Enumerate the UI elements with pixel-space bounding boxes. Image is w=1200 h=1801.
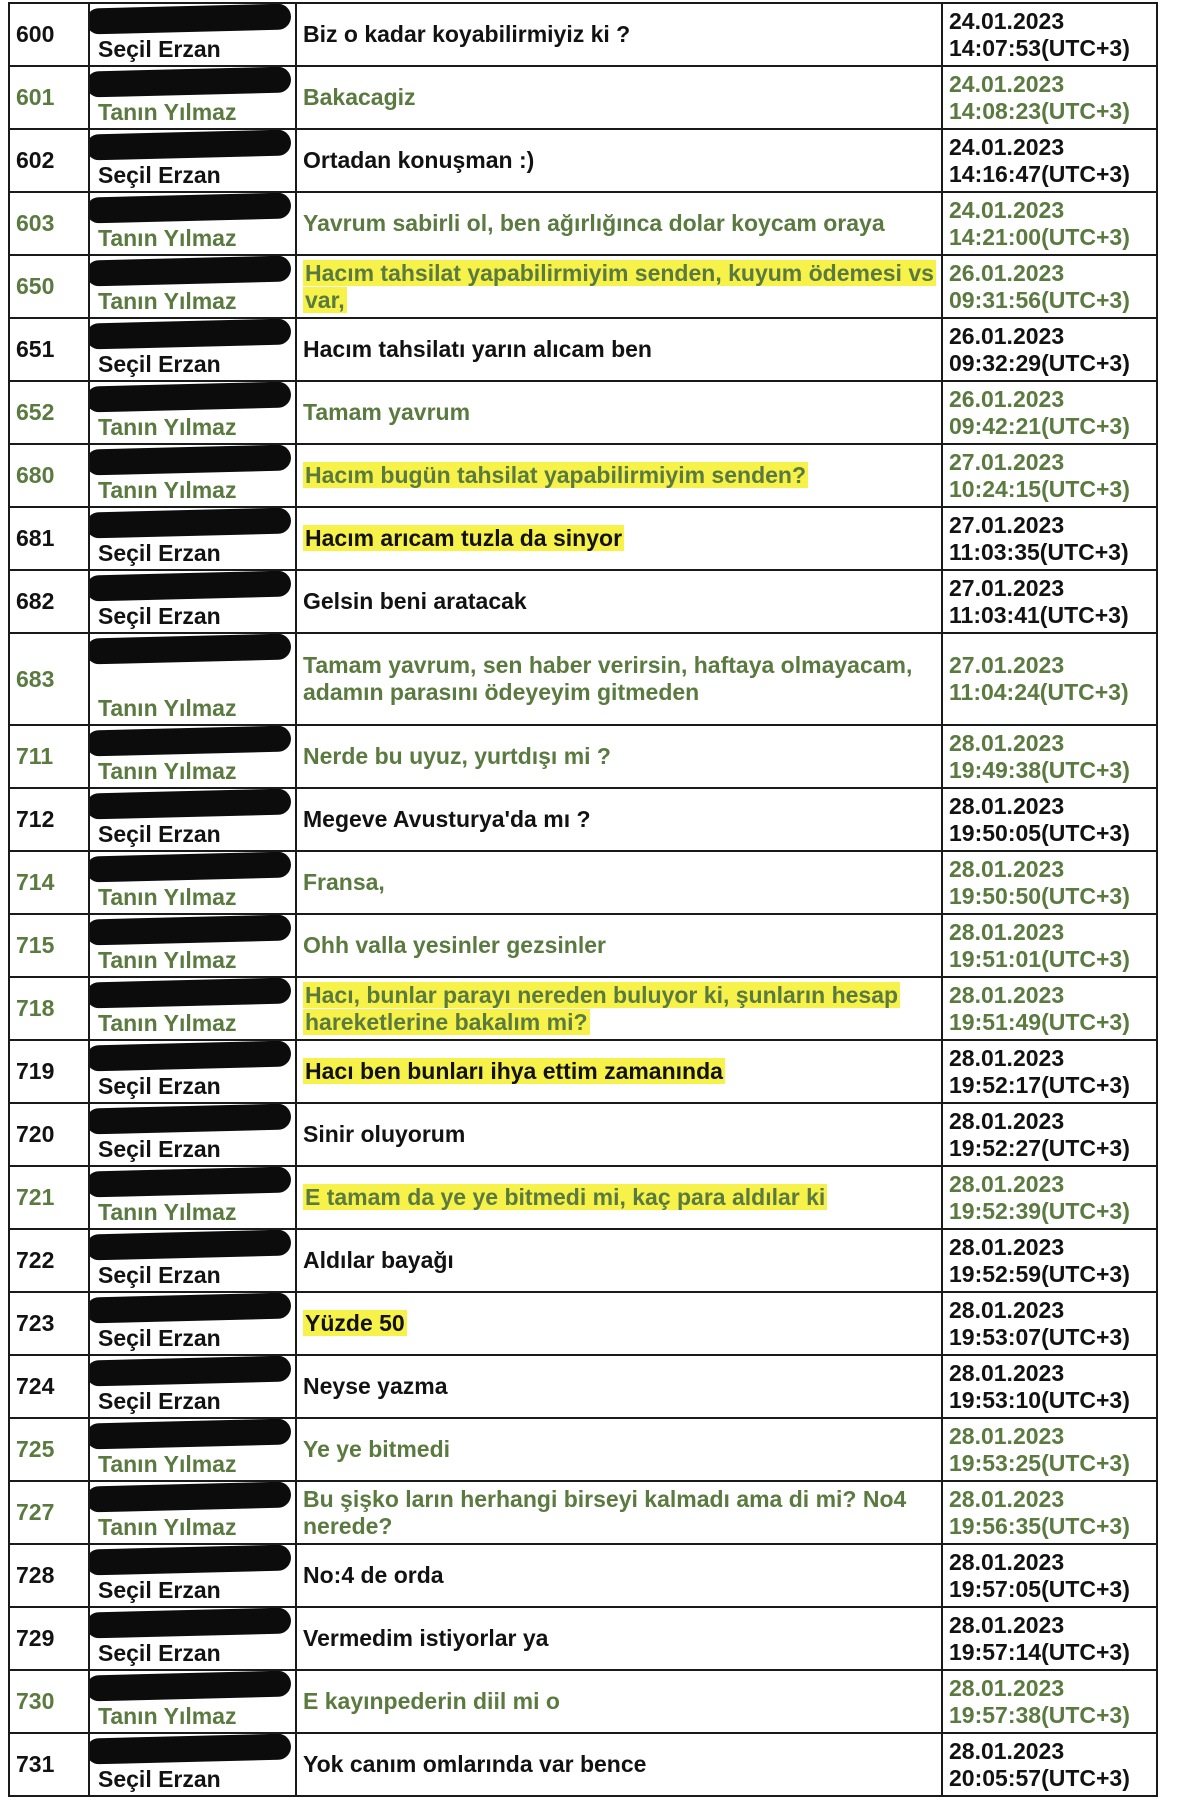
- timestamp-cell: [942, 1544, 1157, 1607]
- redaction-mark: [89, 255, 291, 286]
- timestamp-cell: [942, 1040, 1157, 1103]
- message-date: 28.01.2023: [949, 1611, 1065, 1638]
- message-text: Vermedim istiyorlar ya: [303, 1625, 549, 1651]
- sender-name: Seçil Erzan: [98, 1640, 221, 1666]
- message-cell: [296, 977, 942, 1040]
- table-row: [9, 977, 1157, 1040]
- timestamp-cell: [942, 192, 1157, 255]
- sender-cell: [89, 66, 296, 129]
- sender-name: Tanın Yılmaz: [98, 758, 237, 784]
- message-text: Hacım bugün tahsilat yapabilirmiyim senden?: [305, 462, 807, 488]
- message-id: 603: [9, 192, 89, 255]
- message-time: 19:52:39(UTC+3): [949, 1197, 1130, 1224]
- message-time: 09:31:56(UTC+3): [949, 286, 1130, 313]
- message-cell: [296, 914, 942, 977]
- message-id: 680: [9, 444, 89, 507]
- message-text: Hacı, bunlar parayı nereden buluyor ki, şunların hesap hareketlerine bakalım mi?: [305, 981, 899, 1035]
- message-date: 28.01.2023: [949, 981, 1065, 1008]
- message-text: Bu şişko ların herhangi birseyi kalmadı ama di mi? No4 nerede?: [303, 1485, 907, 1539]
- message-id: 725: [9, 1418, 89, 1481]
- message-text: Neyse yazma: [303, 1373, 448, 1399]
- message-date: 24.01.2023: [949, 133, 1065, 160]
- sender-name: Seçil Erzan: [98, 821, 221, 847]
- message-time: 19:52:17(UTC+3): [949, 1071, 1130, 1098]
- message-id: 730: [9, 1670, 89, 1733]
- table-row: [9, 3, 1157, 66]
- message-date: 28.01.2023: [949, 855, 1065, 882]
- timestamp-cell: [942, 1103, 1157, 1166]
- message-cell: [296, 788, 942, 851]
- sender-name: Tanın Yılmaz: [98, 1199, 237, 1225]
- message-cell: [296, 129, 942, 192]
- message-text: Ye ye bitmedi: [303, 1436, 451, 1462]
- message-time: 19:53:10(UTC+3): [949, 1386, 1130, 1413]
- message-text: E kayınpederin diil mi o: [303, 1688, 560, 1714]
- table-row: [9, 255, 1157, 318]
- message-text: Tamam yavrum: [303, 399, 471, 425]
- message-time: 19:51:01(UTC+3): [949, 945, 1130, 972]
- sender-cell: [89, 1418, 296, 1481]
- message-id: 601: [9, 66, 89, 129]
- redaction-mark: [89, 1040, 291, 1071]
- table-row: [9, 1607, 1157, 1670]
- message-text: Sinir oluyorum: [303, 1121, 466, 1147]
- message-text: Yok canım omlarında var bence: [303, 1751, 647, 1777]
- sender-name: Seçil Erzan: [98, 1766, 221, 1792]
- sender-name: Tanın Yılmaz: [98, 1703, 237, 1729]
- message-date: 28.01.2023: [949, 1044, 1065, 1071]
- message-cell: [296, 318, 942, 381]
- redaction-mark: [89, 1733, 291, 1764]
- message-cell: [296, 1103, 942, 1166]
- message-date: 24.01.2023: [949, 70, 1065, 97]
- message-cell: [296, 570, 942, 633]
- table-row: [9, 570, 1157, 633]
- sender-cell: [89, 1229, 296, 1292]
- message-time: 19:57:05(UTC+3): [949, 1575, 1130, 1602]
- table-row: [9, 914, 1157, 977]
- message-time: 19:51:49(UTC+3): [949, 1008, 1130, 1035]
- redaction-mark: [89, 851, 291, 882]
- redaction-mark: [89, 444, 291, 475]
- sender-name: Tanın Yılmaz: [98, 225, 237, 251]
- message-date: 28.01.2023: [949, 1674, 1065, 1701]
- message-time: 19:52:27(UTC+3): [949, 1134, 1130, 1161]
- sender-name: Seçil Erzan: [98, 1073, 221, 1099]
- sender-name: Seçil Erzan: [98, 1262, 221, 1288]
- timestamp-cell: [942, 977, 1157, 1040]
- sender-name: Tanın Yılmaz: [98, 1514, 237, 1540]
- timestamp-cell: [942, 1670, 1157, 1733]
- message-date: 28.01.2023: [949, 1233, 1065, 1260]
- redaction-mark: [89, 3, 291, 34]
- message-time: 11:03:41(UTC+3): [949, 601, 1129, 628]
- table-row: [9, 129, 1157, 192]
- message-date: 28.01.2023: [949, 1422, 1065, 1449]
- sender-cell: [89, 1040, 296, 1103]
- sender-name: Tanın Yılmaz: [98, 99, 237, 125]
- sender-cell: [89, 633, 296, 725]
- timestamp-cell: [942, 1481, 1157, 1544]
- timestamp-cell: [942, 1418, 1157, 1481]
- sender-name: Seçil Erzan: [98, 162, 221, 188]
- sender-name: Seçil Erzan: [98, 351, 221, 377]
- message-id: 714: [9, 851, 89, 914]
- table-row: [9, 1166, 1157, 1229]
- sender-cell: [89, 1166, 296, 1229]
- message-date: 28.01.2023: [949, 1170, 1065, 1197]
- redaction-mark: [89, 507, 291, 538]
- sender-cell: [89, 381, 296, 444]
- table-row: [9, 192, 1157, 255]
- message-date: 28.01.2023: [949, 1107, 1065, 1134]
- sender-cell: [89, 3, 296, 66]
- sender-name: Tanın Yılmaz: [98, 1451, 237, 1477]
- message-cell: [296, 1670, 942, 1733]
- message-time: 14:16:47(UTC+3): [949, 160, 1130, 187]
- timestamp-cell: [942, 851, 1157, 914]
- sender-name: Tanın Yılmaz: [98, 288, 237, 314]
- message-date: 24.01.2023: [949, 196, 1065, 223]
- message-text: Gelsin beni aratacak: [303, 588, 527, 614]
- redaction-mark: [89, 1103, 291, 1134]
- table-row: [9, 788, 1157, 851]
- message-text: Bakacagiz: [303, 84, 416, 110]
- sender-cell: [89, 444, 296, 507]
- table-row: [9, 507, 1157, 570]
- table-row: [9, 318, 1157, 381]
- timestamp-cell: [942, 3, 1157, 66]
- message-text: Hacım tahsilat yapabilirmiyim senden, kuyum ödemesi vs var,: [305, 259, 934, 313]
- timestamp-cell: [942, 788, 1157, 851]
- table-row: [9, 444, 1157, 507]
- sender-name: Tanın Yılmaz: [98, 477, 237, 503]
- message-time: 19:49:38(UTC+3): [949, 756, 1130, 783]
- message-date: 27.01.2023: [949, 574, 1065, 601]
- message-date: 27.01.2023: [949, 511, 1065, 538]
- sender-name: Tanın Yılmaz: [98, 414, 237, 440]
- redaction-mark: [89, 1607, 291, 1638]
- message-cell: [296, 1040, 942, 1103]
- message-id: 602: [9, 129, 89, 192]
- sender-cell: [89, 1733, 296, 1796]
- message-id: 721: [9, 1166, 89, 1229]
- sender-cell: [89, 1292, 296, 1355]
- table-row: [9, 1355, 1157, 1418]
- sender-name: Seçil Erzan: [98, 1577, 221, 1603]
- redaction-mark: [89, 1481, 291, 1512]
- message-time: 14:08:23(UTC+3): [949, 97, 1130, 124]
- message-cell: [296, 1229, 942, 1292]
- sender-cell: [89, 914, 296, 977]
- message-log-table: [8, 2, 1158, 1797]
- message-text: E tamam da ye ye bitmedi mi, kaç para aldılar ki: [305, 1184, 826, 1210]
- message-id: 723: [9, 1292, 89, 1355]
- redaction-mark: [89, 1166, 291, 1197]
- sender-cell: [89, 570, 296, 633]
- redaction-mark: [89, 1544, 291, 1575]
- message-date: 28.01.2023: [949, 729, 1065, 756]
- message-cell: [296, 851, 942, 914]
- sender-name: Seçil Erzan: [98, 1388, 221, 1414]
- message-text: Ortadan konuşman :): [303, 147, 535, 173]
- redaction-mark: [89, 1292, 291, 1323]
- message-id: 729: [9, 1607, 89, 1670]
- sender-cell: [89, 192, 296, 255]
- timestamp-cell: [942, 570, 1157, 633]
- message-time: 14:21:00(UTC+3): [949, 223, 1130, 250]
- message-time: 19:57:14(UTC+3): [949, 1638, 1130, 1665]
- message-time: 11:03:35(UTC+3): [949, 538, 1129, 565]
- table-row: [9, 725, 1157, 788]
- message-date: 28.01.2023: [949, 1359, 1065, 1386]
- timestamp-cell: [942, 1229, 1157, 1292]
- message-date: 28.01.2023: [949, 1296, 1065, 1323]
- message-date: 28.01.2023: [949, 1548, 1065, 1575]
- message-text: No:4 de orda: [303, 1562, 444, 1588]
- message-cell: [296, 725, 942, 788]
- message-time: 19:56:35(UTC+3): [949, 1512, 1130, 1539]
- message-id: 683: [9, 633, 89, 725]
- message-id: 724: [9, 1355, 89, 1418]
- table-row: [9, 66, 1157, 129]
- message-cell: [296, 1544, 942, 1607]
- redaction-mark: [89, 725, 291, 756]
- message-id: 650: [9, 255, 89, 318]
- message-text: Aldılar bayağı: [303, 1247, 454, 1273]
- message-text: Hacım arıcam tuzla da sinyor: [305, 525, 623, 551]
- redaction-mark: [89, 570, 291, 601]
- message-text: Yavrum sabirli ol, ben ağırlığınca dolar koycam oraya: [303, 210, 885, 236]
- message-cell: [296, 66, 942, 129]
- message-time: 19:52:59(UTC+3): [949, 1260, 1130, 1287]
- message-id: 711: [9, 725, 89, 788]
- message-cell: [296, 1607, 942, 1670]
- table-row: [9, 1544, 1157, 1607]
- message-date: 28.01.2023: [949, 1485, 1065, 1512]
- timestamp-cell: [942, 1607, 1157, 1670]
- sender-name: Seçil Erzan: [98, 36, 221, 62]
- table-row: [9, 1733, 1157, 1796]
- message-cell: [296, 633, 942, 725]
- message-time: 20:05:57(UTC+3): [949, 1764, 1130, 1791]
- timestamp-cell: [942, 725, 1157, 788]
- table-row: [9, 381, 1157, 444]
- message-id: 712: [9, 788, 89, 851]
- message-time: 09:42:21(UTC+3): [949, 412, 1130, 439]
- message-cell: [296, 444, 942, 507]
- timestamp-cell: [942, 1733, 1157, 1796]
- sender-cell: [89, 129, 296, 192]
- sender-cell: [89, 725, 296, 788]
- sender-cell: [89, 255, 296, 318]
- message-time: 19:53:25(UTC+3): [949, 1449, 1130, 1476]
- message-text: Ohh valla yesinler gezsinler: [303, 932, 606, 958]
- message-date: 28.01.2023: [949, 1737, 1065, 1764]
- sender-name: Tanın Yılmaz: [98, 947, 237, 973]
- message-cell: [296, 255, 942, 318]
- table-row: [9, 1040, 1157, 1103]
- timestamp-cell: [942, 1292, 1157, 1355]
- message-id: 722: [9, 1229, 89, 1292]
- message-text: Nerde bu uyuz, yurtdışı mi ?: [303, 743, 611, 769]
- message-id: 731: [9, 1733, 89, 1796]
- redaction-mark: [89, 633, 291, 664]
- message-text: Hacı ben bunları ihya ettim zamanında: [305, 1058, 723, 1084]
- message-date: 28.01.2023: [949, 792, 1065, 819]
- sender-cell: [89, 1544, 296, 1607]
- sender-cell: [89, 977, 296, 1040]
- redaction-mark: [89, 1355, 291, 1386]
- message-cell: [296, 1733, 942, 1796]
- sender-cell: [89, 507, 296, 570]
- timestamp-cell: [942, 381, 1157, 444]
- redaction-mark: [89, 1670, 291, 1701]
- timestamp-cell: [942, 1355, 1157, 1418]
- redaction-mark: [89, 381, 291, 412]
- timestamp-cell: [942, 633, 1157, 725]
- sender-cell: [89, 1607, 296, 1670]
- timestamp-cell: [942, 129, 1157, 192]
- message-time: 19:57:38(UTC+3): [949, 1701, 1130, 1728]
- table-row: [9, 851, 1157, 914]
- message-cell: [296, 1481, 942, 1544]
- message-cell: [296, 1166, 942, 1229]
- message-text: Hacım tahsilatı yarın alıcam ben: [303, 336, 652, 362]
- table-row: [9, 1229, 1157, 1292]
- table-row: [9, 1670, 1157, 1733]
- message-time: 10:24:15(UTC+3): [949, 475, 1130, 502]
- message-cell: [296, 1418, 942, 1481]
- message-id: 652: [9, 381, 89, 444]
- message-id: 681: [9, 507, 89, 570]
- sender-cell: [89, 1481, 296, 1544]
- message-text: Biz o kadar koyabilirmiyiz ki ?: [303, 21, 631, 47]
- sender-name: Seçil Erzan: [98, 1136, 221, 1162]
- sender-name: Tanın Yılmaz: [98, 1010, 237, 1036]
- timestamp-cell: [942, 318, 1157, 381]
- message-time: 19:53:07(UTC+3): [949, 1323, 1130, 1350]
- message-id: 720: [9, 1103, 89, 1166]
- sender-cell: [89, 1355, 296, 1418]
- table-row: [9, 1103, 1157, 1166]
- message-time: 09:32:29(UTC+3): [949, 349, 1130, 376]
- redaction-mark: [89, 66, 291, 97]
- timestamp-cell: [942, 507, 1157, 570]
- timestamp-cell: [942, 914, 1157, 977]
- message-id: 600: [9, 3, 89, 66]
- timestamp-cell: [942, 1166, 1157, 1229]
- sender-cell: [89, 851, 296, 914]
- message-cell: [296, 3, 942, 66]
- message-id: 682: [9, 570, 89, 633]
- redaction-mark: [89, 1229, 291, 1260]
- redaction-mark: [89, 192, 291, 223]
- message-time: 11:04:24(UTC+3): [949, 679, 1129, 705]
- sender-name: Seçil Erzan: [98, 1325, 221, 1351]
- redaction-mark: [89, 914, 291, 945]
- message-time: 19:50:05(UTC+3): [949, 819, 1130, 846]
- message-cell: [296, 381, 942, 444]
- timestamp-cell: [942, 255, 1157, 318]
- message-text: Megeve Avusturya'da mı ?: [303, 806, 591, 832]
- message-id: 728: [9, 1544, 89, 1607]
- message-id: 719: [9, 1040, 89, 1103]
- message-date: 26.01.2023: [949, 385, 1065, 412]
- message-id: 651: [9, 318, 89, 381]
- sender-cell: [89, 788, 296, 851]
- redaction-mark: [89, 318, 291, 349]
- message-date: 27.01.2023: [949, 652, 1065, 678]
- redaction-mark: [89, 977, 291, 1008]
- table-row: [9, 1292, 1157, 1355]
- message-id: 718: [9, 977, 89, 1040]
- message-cell: [296, 1355, 942, 1418]
- sender-name: Seçil Erzan: [98, 540, 221, 566]
- sender-name: Tanın Yılmaz: [98, 884, 237, 910]
- message-text: Fransa,: [303, 869, 385, 895]
- message-cell: [296, 507, 942, 570]
- sender-name: Tanın Yılmaz: [98, 695, 237, 721]
- message-time: 14:07:53(UTC+3): [949, 34, 1130, 61]
- message-id: 715: [9, 914, 89, 977]
- table-row: [9, 1481, 1157, 1544]
- message-cell: [296, 1292, 942, 1355]
- sender-cell: [89, 1670, 296, 1733]
- timestamp-cell: [942, 66, 1157, 129]
- table-row: [9, 633, 1157, 725]
- redaction-mark: [89, 129, 291, 160]
- message-date: 27.01.2023: [949, 448, 1065, 475]
- message-date: 26.01.2023: [949, 322, 1065, 349]
- message-time: 19:50:50(UTC+3): [949, 882, 1130, 909]
- message-date: 24.01.2023: [949, 7, 1065, 34]
- sender-cell: [89, 318, 296, 381]
- message-text: Tamam yavrum, sen haber verirsin, haftaya olmayacam, adamın parasını ödeyeyim gitmeden: [303, 652, 913, 705]
- message-log-body: [9, 3, 1157, 1796]
- message-date: 28.01.2023: [949, 918, 1065, 945]
- redaction-mark: [89, 1418, 291, 1449]
- message-id: 727: [9, 1481, 89, 1544]
- sender-name: Seçil Erzan: [98, 603, 221, 629]
- message-cell: [296, 192, 942, 255]
- message-date: 26.01.2023: [949, 259, 1065, 286]
- timestamp-cell: [942, 444, 1157, 507]
- message-text: Yüzde 50: [305, 1310, 405, 1336]
- sender-cell: [89, 1103, 296, 1166]
- table-row: [9, 1418, 1157, 1481]
- redaction-mark: [89, 788, 291, 819]
